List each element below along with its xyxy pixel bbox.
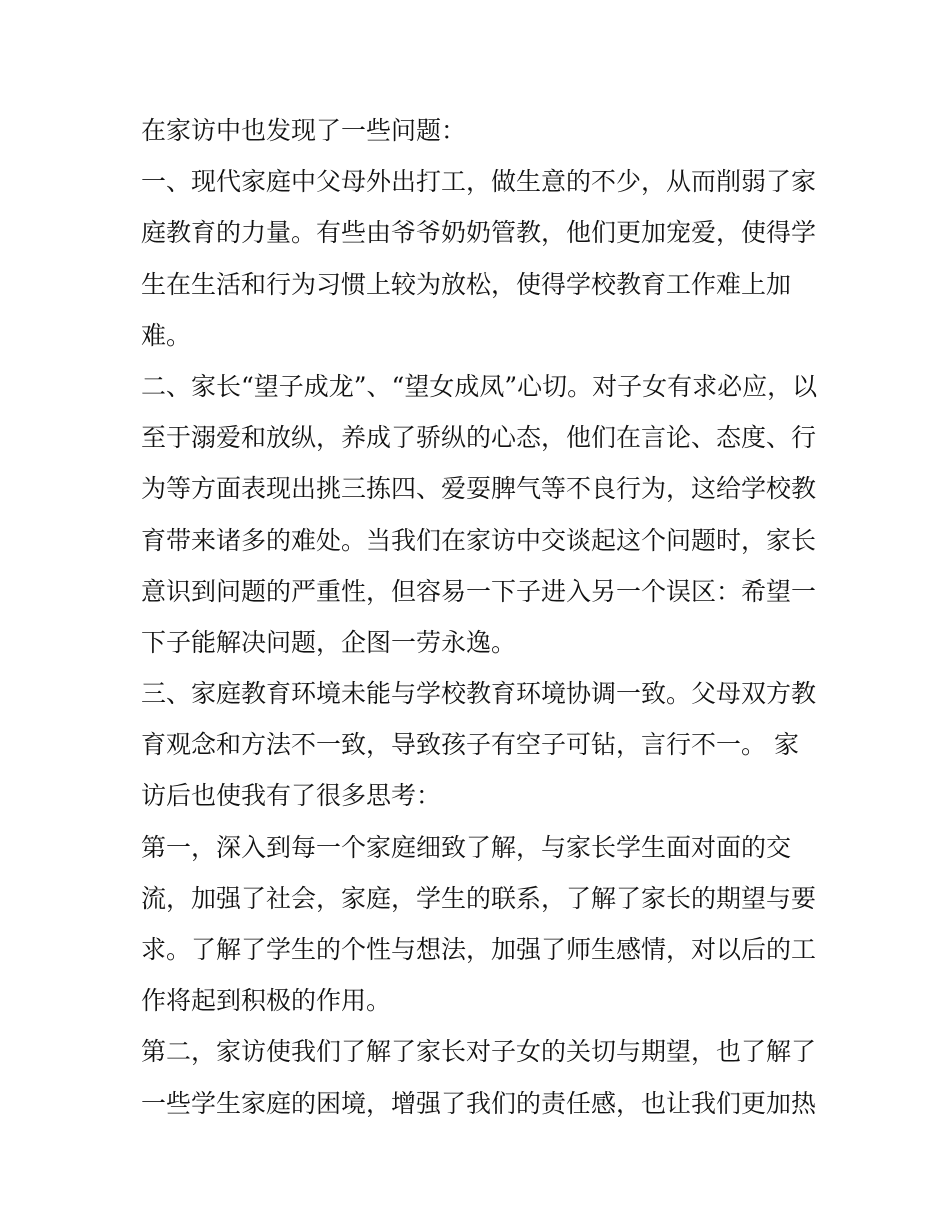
- text-line: 求。了解了学生的个性与想法，加强了师生感情，对以后的工: [141, 935, 817, 964]
- text-line: 流，加强了社会，家庭，学生的联系，了解了家长的期望与要: [141, 883, 817, 913]
- text-line: 庭教育的力量。有些由爷爷奶奶管教，他们更加宠爱，使得学: [141, 218, 817, 248]
- text-line: 意识到问题的严重性，但容易一下子进入另一个误区：希望一: [141, 576, 817, 606]
- text-line: 至于溺爱和放纵，养成了骄纵的心态，他们在言论、态度、行: [141, 423, 817, 453]
- document-body: [141, 105, 816, 1129]
- text-line: 三、家庭教育环境未能与学校教育环境协调一致。父母双方教: [141, 679, 817, 709]
- text-line: 第一，深入到每一个家庭细致了解，与家长学生面对面的交: [141, 832, 792, 862]
- text-line: 难。: [141, 320, 192, 350]
- text-line: 作将起到积极的作用。: [141, 986, 392, 1016]
- text-line: 育带来诸多的难处。当我们在家访中交谈起这个问题时，家长: [141, 525, 817, 555]
- text-line: 第二，家访使我们了解了家长对子女的关切与期望，也了解了: [141, 1037, 817, 1067]
- text-line: 访后也使我有了很多思考：: [141, 781, 442, 811]
- text-line: 生在生活和行为习惯上较为放松，使得学校教育工作难上加: [141, 269, 792, 299]
- text-line: 为等方面表现出挑三拣四、爱耍脾气等不良行为，这给学校教: [141, 474, 817, 504]
- text-line: 下子能解决问题，企图一劳永逸。: [141, 627, 517, 657]
- text-line: 育观念和方法不一致，导致孩子有空子可钻，言行不一。 家: [141, 730, 799, 760]
- text-line: 二、家长“望子成龙”、“望女成凤”心切。对子女有求必应，以: [141, 371, 818, 401]
- text-line: 一些学生家庭的困境，增强了我们的责任感，也让我们更加热: [141, 1088, 817, 1118]
- text-line: 在家访中也发现了一些问题：: [141, 116, 467, 145]
- text-line: 一、现代家庭中父母外出打工，做生意的不少，从而削弱了家: [141, 167, 817, 197]
